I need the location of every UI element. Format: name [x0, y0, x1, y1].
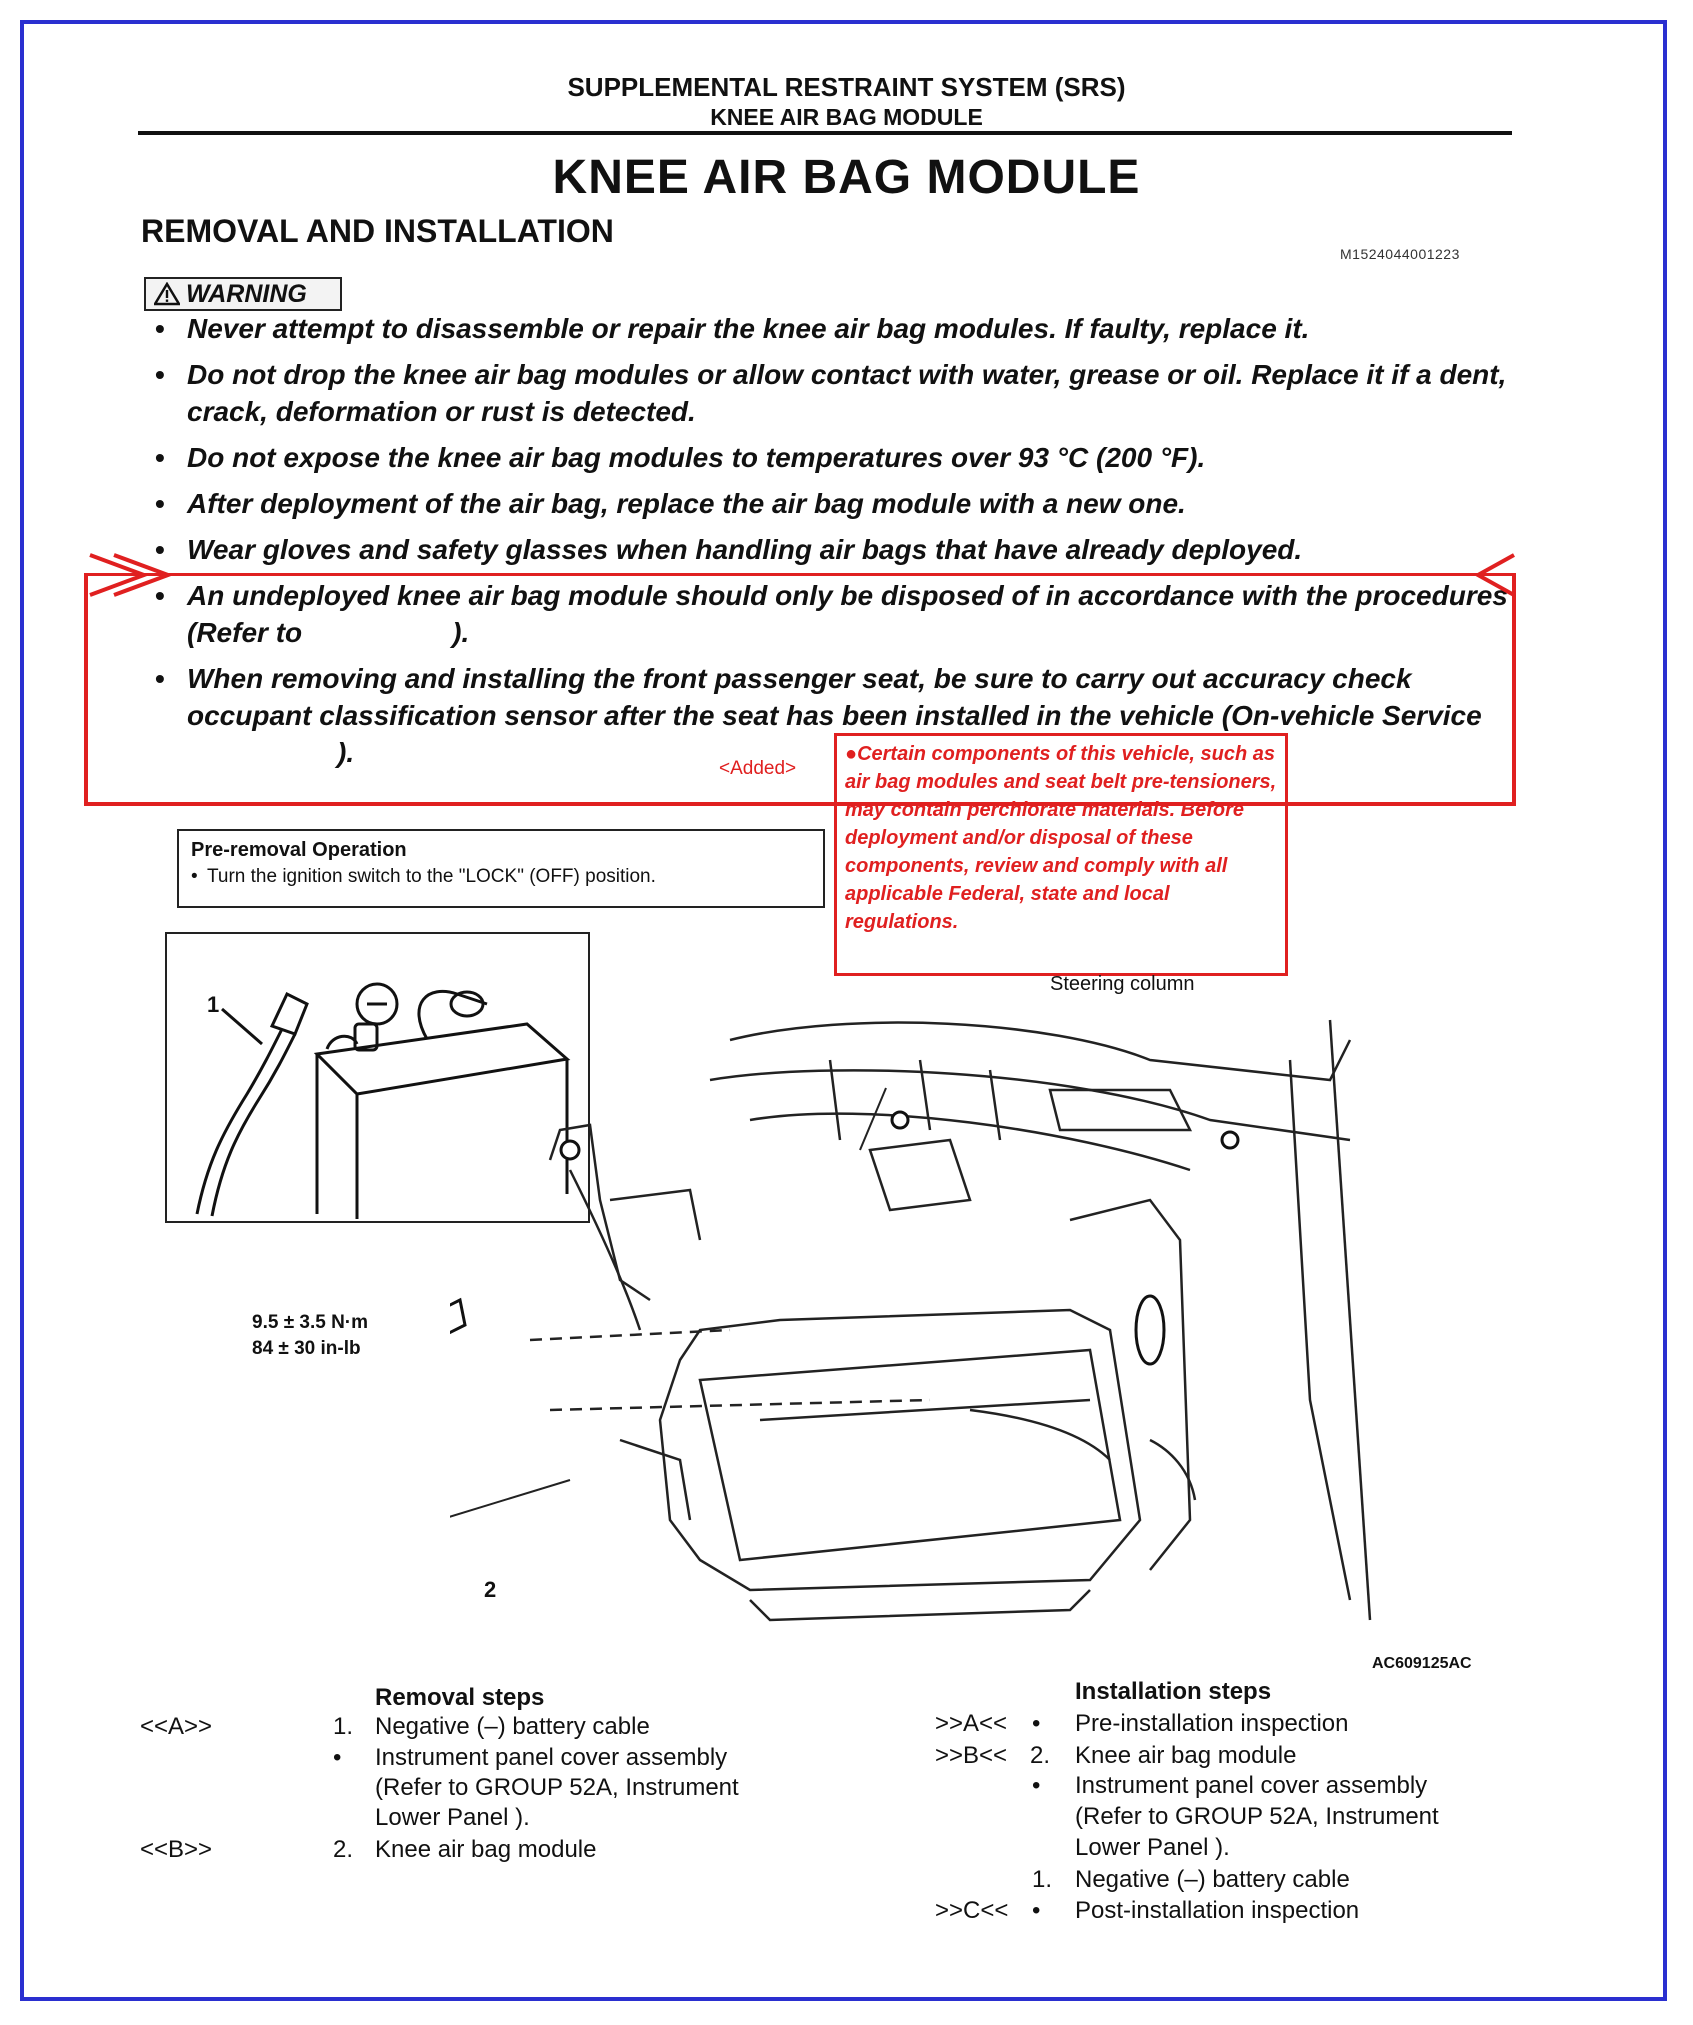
document-id: M1524044001223	[1340, 246, 1460, 262]
warning-item: • Wear gloves and safety glasses when handling air bags that have already deployed.	[155, 531, 1515, 568]
callout-2: 2	[484, 1577, 497, 1602]
step-text: Lower Panel ).	[375, 1804, 530, 1831]
warning-icon	[154, 282, 180, 306]
warning-item-text: An undeployed knee air bag module should only be disposed of in accordance with the procedures (Refer to	[187, 580, 1508, 648]
installation-heading: Installation steps	[1075, 1678, 1272, 1705]
step-number: •	[1032, 1710, 1041, 1737]
warning-item-text: When removing and installing the front passenger seat, be sure to carry out accuracy check occupant classification sensor after the seat has been installed in the vehicle (On-vehicle Service	[187, 663, 1482, 731]
procedure-title: REMOVAL AND INSTALLATION	[141, 213, 614, 249]
step-number: •	[1032, 1772, 1041, 1799]
pre-removal-item: • Turn the ignition switch to the "LOCK" (OFF) position.	[191, 866, 811, 888]
step-number: 2.	[1030, 1742, 1051, 1769]
removal-heading: Removal steps	[375, 1684, 545, 1711]
warning-item-text: ).	[452, 617, 470, 648]
step-text: Knee air bag module	[1075, 1742, 1297, 1769]
figure-id: AC609125AC	[1372, 1655, 1472, 1672]
step-ref: <<A>>	[140, 1713, 213, 1740]
added-label: <Added>	[719, 758, 797, 779]
warning-item: • After deployment of the air bag, replace the air bag module with a new one.	[155, 485, 1515, 522]
step-number: 1.	[1032, 1866, 1053, 1893]
callout-1: 1	[207, 992, 220, 1017]
added-note: ●Certain components of this vehicle, such as air bag modules and seat belt pre-tensioners, may contain perchlorate materials. Before deployment and/or disposal of these components, review and comply with all applicable Federal, state and local regulations.	[834, 733, 1288, 976]
step-text: Negative (–) battery cable	[1075, 1866, 1350, 1893]
header-rule	[138, 131, 1512, 135]
step-text: Pre-installation inspection	[1075, 1710, 1349, 1737]
double-arrow-icon	[84, 550, 174, 600]
warning-item: • Do not expose the knee air bag modules to temperatures over 93 °C (200 °F).	[155, 439, 1515, 476]
step-text: Lower Panel ).	[1075, 1834, 1230, 1861]
step-text: Knee air bag module	[375, 1836, 597, 1863]
pre-removal-title: Pre-removal Operation	[191, 839, 407, 861]
warning-item: • Do not drop the knee air bag modules or allow contact with water, grease or oil. Replace it if a dent, crack, deformation or rust is detected.	[155, 356, 1515, 430]
steering-column-label: Steering column	[1050, 973, 1195, 995]
step-number: •	[333, 1744, 342, 1771]
step-text: Instrument panel cover assembly	[1075, 1772, 1428, 1799]
step-text: (Refer to GROUP 52A, Instrument	[375, 1774, 739, 1801]
warning-label	[144, 277, 342, 311]
warning-text: WARNING	[186, 279, 307, 308]
warning-item: • Never attempt to disassemble or repair the knee air bag modules. If faulty, replace it.	[155, 310, 1515, 347]
page-title: KNEE AIR BAG MODULE	[552, 151, 1141, 204]
step-number: 1.	[333, 1713, 354, 1740]
pre-removal-box	[177, 829, 825, 908]
step-text: Negative (–) battery cable	[375, 1713, 650, 1740]
torque-nm: 9.5 ± 3.5 N·m	[252, 1312, 369, 1333]
step-text: Instrument panel cover assembly	[375, 1744, 728, 1771]
step-ref: >>A<<	[935, 1710, 1008, 1737]
step-ref: >>B<<	[935, 1742, 1008, 1769]
torque-inlb: 84 ± 30 in-lb	[252, 1338, 361, 1359]
section-subheader: KNEE AIR BAG MODULE	[710, 104, 983, 130]
chevron-left-icon	[1470, 550, 1520, 600]
step-text: Post-installation inspection	[1075, 1897, 1360, 1924]
step-ref: <<B>>	[140, 1836, 213, 1863]
section-header: SUPPLEMENTAL RESTRAINT SYSTEM (SRS)	[567, 72, 1126, 102]
torque-spec	[252, 1310, 368, 1362]
warning-item-text: ).	[337, 737, 355, 768]
step-text: (Refer to GROUP 52A, Instrument	[1075, 1803, 1439, 1830]
added-highlight-box	[84, 573, 1516, 806]
step-number: 2.	[333, 1836, 354, 1863]
step-ref: >>C<<	[935, 1897, 1009, 1924]
knee-airbag-illustration	[450, 1000, 1450, 1640]
step-number: •	[1032, 1897, 1041, 1924]
